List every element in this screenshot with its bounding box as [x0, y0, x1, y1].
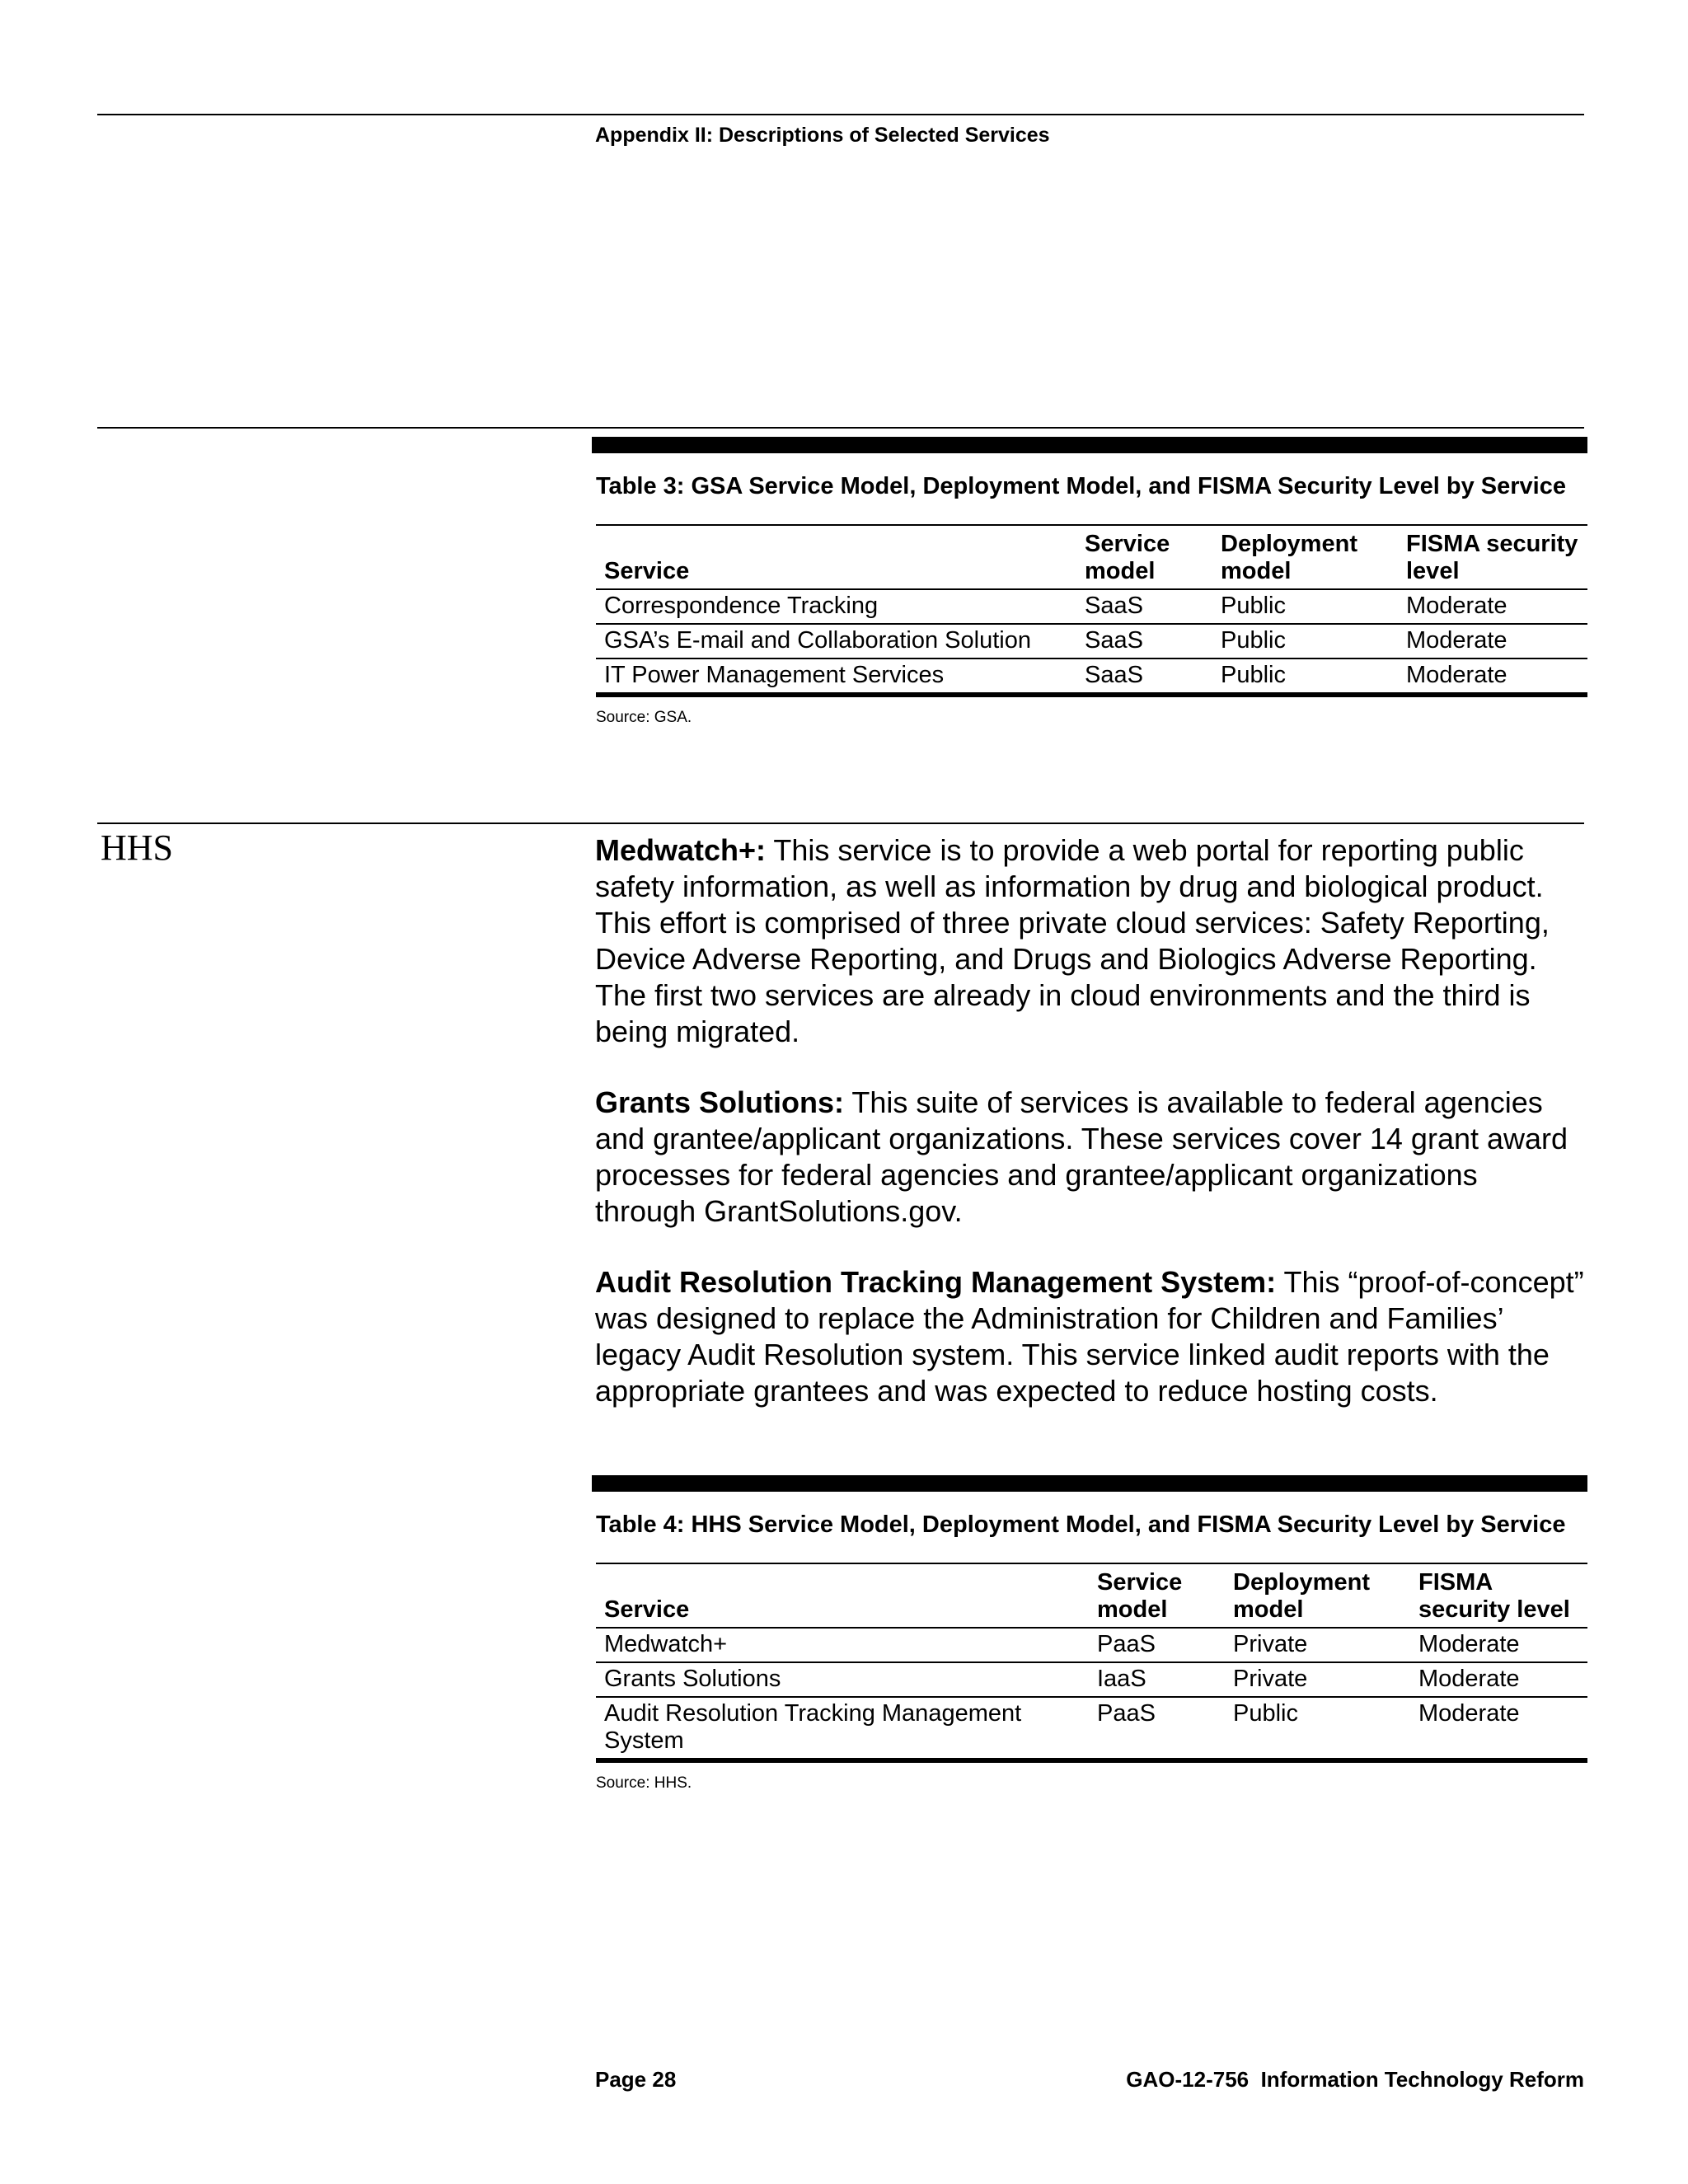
- table3-col-fisma-level: FISMA security level: [1406, 531, 1578, 584]
- table3: [596, 524, 1587, 697]
- paragraph-audit-resolution: [595, 1264, 1584, 1409]
- table4-col-fisma-level: FISMA security level: [1418, 1569, 1570, 1623]
- text-grants-solutions: This suite of services is available to federal agencies and grantee/applicant organizations. These services cover 14 grant award processes for federal agencies and grantee/applicant organizations through GrantSolutions.gov.: [595, 1085, 1568, 1228]
- agency-label-hhs: HHS: [101, 827, 174, 868]
- table-cell: SaaS: [1085, 593, 1143, 619]
- table4-block: [592, 1475, 1587, 1793]
- footer-page-number: Page 28: [595, 2067, 677, 2092]
- table3-top-bar: [592, 437, 1587, 453]
- table-row: [596, 658, 1587, 695]
- table3-source: Source: GSA.: [596, 709, 692, 726]
- table4-col-deployment-model: Deployment model: [1233, 1569, 1370, 1623]
- table-cell: Grants Solutions: [604, 1666, 781, 1692]
- term-audit-resolution: Audit Resolution Tracking Management System:: [595, 1265, 1277, 1299]
- table3-col-service-model: Service model: [1085, 531, 1170, 584]
- table-cell: Public: [1221, 662, 1286, 688]
- page-header-title: Appendix II: Descriptions of Selected Services: [595, 124, 1050, 147]
- table-cell: PaaS: [1097, 1631, 1156, 1657]
- table-cell: SaaS: [1085, 627, 1143, 654]
- table-cell: Public: [1221, 593, 1286, 619]
- table-row: [596, 1628, 1587, 1662]
- table3-block: [592, 437, 1587, 727]
- table3-header-row: [596, 525, 1587, 589]
- table-cell: Moderate: [1418, 1700, 1520, 1727]
- table-row: [596, 589, 1587, 624]
- table-cell: SaaS: [1085, 662, 1143, 688]
- table-cell: Moderate: [1418, 1631, 1520, 1657]
- table-cell: Moderate: [1406, 627, 1507, 654]
- table3-title: Table 3: GSA Service Model, Deployment Model, and FISMA Security Level by Service: [596, 473, 1566, 499]
- table-cell: Moderate: [1406, 662, 1507, 688]
- section-rule-gsa: [97, 427, 1584, 429]
- table4-header-row: [596, 1563, 1587, 1628]
- table-row: [596, 1697, 1587, 1760]
- term-grants-solutions: Grants Solutions:: [595, 1085, 845, 1119]
- text-medwatch: This service is to provide a web portal for reporting public safety information, as well as information by drug and biological product. This effort is comprised of three private cloud services: Safety Reporting, Device Adverse Reporting, and Drugs and Biologics Adverse Reporting. The first two services are already in cloud environments and the third is being migrated.: [595, 833, 1550, 1048]
- table-cell: IT Power Management Services: [604, 662, 945, 688]
- table-cell: Correspondence Tracking: [604, 593, 879, 619]
- table-cell: Moderate: [1406, 593, 1507, 619]
- table4-col-service-model: Service model: [1097, 1569, 1183, 1623]
- table4-top-bar: [592, 1475, 1587, 1492]
- paragraph-medwatch: [595, 832, 1584, 1050]
- table-row: [596, 1662, 1587, 1697]
- section-rule-hhs: [97, 823, 1584, 824]
- table-cell: Moderate: [1418, 1666, 1520, 1692]
- table4: [596, 1563, 1587, 1763]
- table-cell: Medwatch+: [604, 1631, 728, 1657]
- text-audit-resolution: This “proof-of-concept” was designed to replace the Administration for Children and Families’ legacy Audit Resolution system. This service linked audit reports with the appropriate grantees and was expected to reduce hosting costs.: [595, 1265, 1584, 1408]
- table-cell: PaaS: [1097, 1700, 1156, 1727]
- term-medwatch: Medwatch+:: [595, 833, 767, 867]
- table-cell: Public: [1221, 627, 1286, 654]
- table4-source: Source: HHS.: [596, 1774, 692, 1792]
- table-cell: GSA’s E-mail and Collaboration Solution: [604, 627, 1031, 654]
- table-cell: Audit Resolution Tracking Management System: [604, 1700, 1022, 1754]
- table-cell: IaaS: [1097, 1666, 1146, 1692]
- paragraph-grants-solutions: [595, 1085, 1584, 1230]
- hhs-body-text: [595, 832, 1584, 1444]
- table-cell: Private: [1233, 1631, 1308, 1657]
- footer-report-title: GAO-12-756 Information Technology Reform: [1126, 2067, 1584, 2092]
- header-rule: [97, 114, 1584, 115]
- table-cell: Public: [1233, 1700, 1298, 1727]
- table3-col-deployment-model: Deployment model: [1221, 531, 1357, 584]
- table4-title: Table 4: HHS Service Model, Deployment Model, and FISMA Security Level by Service: [596, 1511, 1566, 1538]
- table3-col-service: Service: [604, 558, 690, 584]
- table-cell: Private: [1233, 1666, 1308, 1692]
- table-row: [596, 624, 1587, 658]
- table4-col-service: Service: [604, 1596, 690, 1623]
